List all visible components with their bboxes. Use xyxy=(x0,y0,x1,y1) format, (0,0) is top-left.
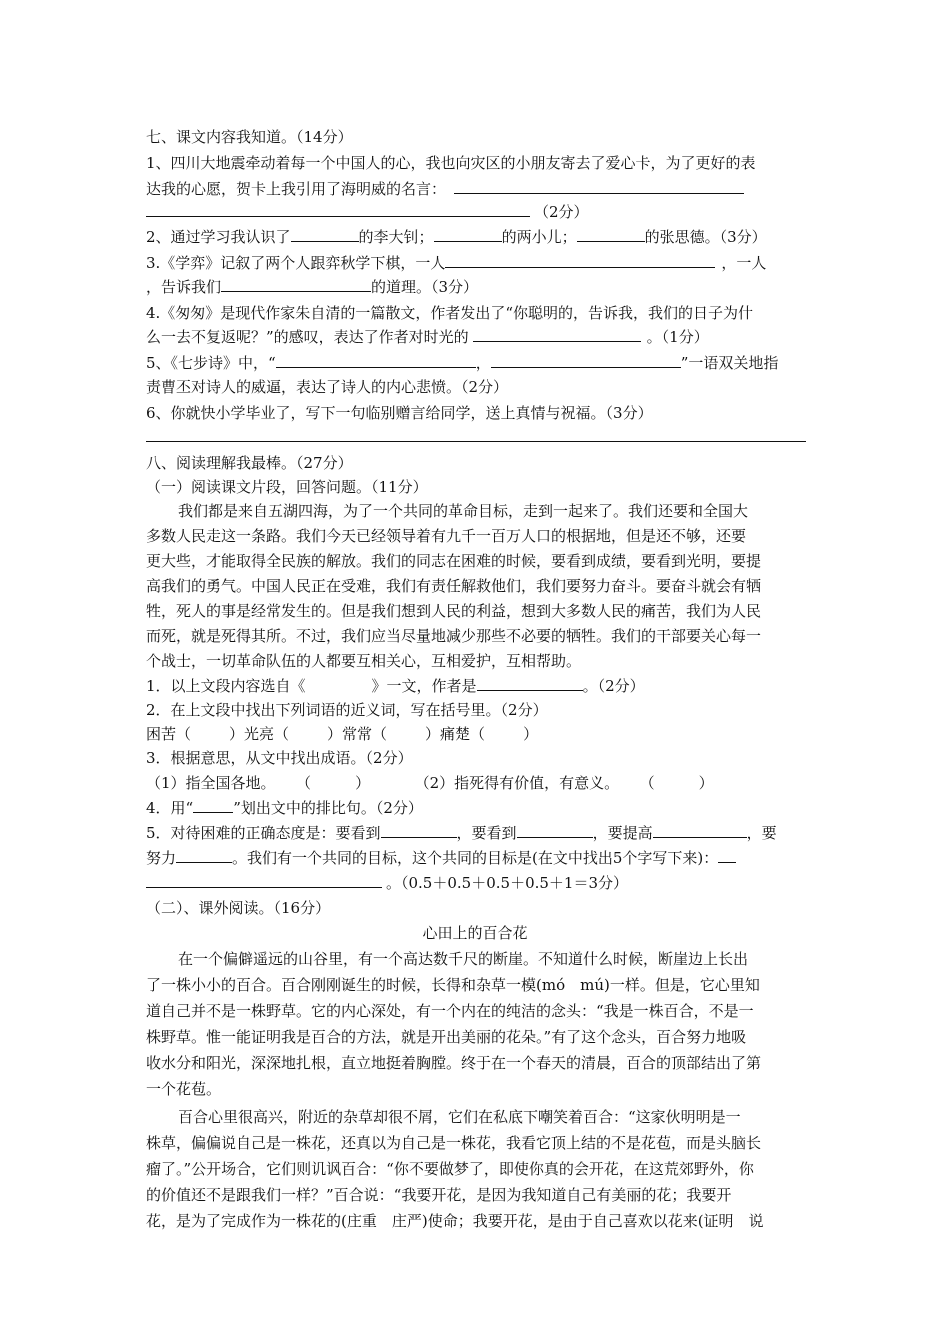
q7-1-line1: 1、四川大地震牵动着每一个中国人的心，我也向灾区的小朋友寄去了爱心卡，为了更好的表 xyxy=(146,154,756,172)
q8-1-3-items xyxy=(146,772,714,794)
q8-1-5-score: 。（0.5＋0.5＋0.5＋0.5＋1＝3分） xyxy=(386,874,629,892)
q8-1-5-text-d: ，要 xyxy=(746,824,777,842)
answer-blank[interactable] xyxy=(577,226,645,242)
paren-open: （ xyxy=(303,774,312,792)
word-close-paren: ） xyxy=(523,725,539,743)
q8-1-4 xyxy=(146,797,423,819)
answer-blank[interactable] xyxy=(276,352,476,368)
answer-blank[interactable] xyxy=(491,352,681,368)
q8-1-5-line2 xyxy=(146,847,736,869)
q8-1-5-text-b: ，要看到 xyxy=(456,824,517,842)
q7-5-text-a: 5、《七步诗》中，“ xyxy=(146,354,276,372)
q8-1-1-text-a: 1．以上文段内容选自《 xyxy=(146,677,306,695)
item-1-text: （1）指全国各地。 xyxy=(146,774,276,792)
q8-1-5-text-f: 。我们有一个共同的目标，这个共同的目标是(在文中找出5个字写下来)： xyxy=(232,849,719,867)
answer-blank[interactable] xyxy=(653,822,747,838)
section-7-title: 七、课文内容我知道。（14分） xyxy=(146,128,353,146)
passage-1-line: 更大些，才能取得全民族的解放。我们的同志在困难的时候，要看到成绩，要看到光明，要提 xyxy=(146,552,762,570)
passage-2-line: 的价值还不是跟我们一样？”百合说：“我要开花，是因为我知道自己有美丽的花；我要开 xyxy=(146,1186,732,1204)
q8-1-5-line1 xyxy=(146,822,777,844)
q8-1-2: 2．在上文段中找出下列词语的近义词，写在括号里。（2分） xyxy=(146,701,548,719)
q7-3-line2 xyxy=(146,276,478,298)
answer-blank[interactable] xyxy=(146,201,530,217)
passage-2-line: 在一个偏僻遥远的山谷里，有一个高达数千尺的断崖。不知道什么时候，断崖边上长出 xyxy=(178,950,749,968)
q8-1-1 xyxy=(146,675,645,697)
part-2-title: （二）、课外阅读。（16分） xyxy=(146,899,331,917)
q8-1-5-text-a: 5．对待困难的正确态度是：要看到 xyxy=(146,824,381,842)
q7-2-text-c: 的两小儿； xyxy=(501,228,577,246)
passage-1-line: 牲，死人的事是经常发生的。但是我们想到人民的利益，想到大多数人民的痛苦，我们为人民 xyxy=(146,602,762,620)
story-title: 心田上的百合花 xyxy=(422,924,528,942)
q7-5-text-c: ”一语双关地指 xyxy=(680,354,779,372)
passage-2-line: 了一株小小的百合。百合刚刚诞生的时候，长得和杂草一模(mó mú)一样。但是，它心里知 xyxy=(146,976,760,994)
section-8-title: 八、阅读理解我最棒。（27分） xyxy=(146,454,353,472)
answer-line[interactable] xyxy=(146,441,806,442)
q7-4-text-b: 。（1分） xyxy=(646,328,709,346)
q7-4-line1: 4.《匆匆》是现代作家朱自清的一篇散文，作者发出了“你聪明的，告诉我，我们的日子为什 xyxy=(146,304,753,322)
answer-blank[interactable] xyxy=(473,326,641,342)
part-1-title: （一）阅读课文片段，回答问题。（11分） xyxy=(146,478,428,496)
word-changchang: ）常常（ xyxy=(327,725,388,743)
q7-6: 6、你就快小学毕业了，写下一句临别赠言给同学，送上真情与祝福。（3分） xyxy=(146,404,653,422)
answer-blank[interactable] xyxy=(381,822,457,838)
q7-3-text-d: 的道理。（3分） xyxy=(371,278,479,296)
q7-5-text-b: ， xyxy=(475,354,491,372)
answer-blank[interactable] xyxy=(221,276,371,292)
q8-1-3: 3．根据意思，从文中找出成语。（2分） xyxy=(146,749,413,767)
word-kunku: 困苦（ xyxy=(146,725,192,743)
q8-1-5-line3 xyxy=(146,872,628,894)
q7-2 xyxy=(146,226,767,248)
passage-2-line: 株野草。惟一能证明我是百合的方法，就是开出美丽的花朵。”有了这个念头，百合努力地吸 xyxy=(146,1028,747,1046)
q7-2-text-d: 的张思德。（3分） xyxy=(644,228,767,246)
passage-2-line: 花，是为了完成作为一株花的(庄重 庄严)使命；我要开花，是由于自己喜欢以花来(证明 说 xyxy=(146,1212,764,1230)
paren-close: ） xyxy=(698,774,714,792)
q7-2-text-b: 的李大钊； xyxy=(358,228,434,246)
q7-1-text: 达我的心愿，贺卡上我引用了海明威的名言： xyxy=(146,180,447,198)
q8-1-5-text-e: 努力 xyxy=(146,849,177,867)
word-tongchu: ）痛楚（ xyxy=(425,725,486,743)
answer-blank[interactable] xyxy=(517,822,593,838)
q8-1-5-text-c: ，要提高 xyxy=(592,824,653,842)
item-2-text: （2）指死得有价值，有意义。 xyxy=(422,774,620,792)
passage-2-line: 株草，偏偏说自己是一株花，还真以为自己是一株花，我看它顶上结的不是花苞，而是头脑长 xyxy=(146,1134,762,1152)
q7-1-score: （2分） xyxy=(534,203,589,221)
q7-1-line3 xyxy=(146,201,589,223)
passage-1-line: 而死，就是死得其所。不过，我们应当尽量地减少那些不必要的牺牲。我们的干部要关心每一 xyxy=(146,627,762,645)
passage-2-line: 收水分和阳光，深深地扎根，直立地挺着胸膛。终于在一个春天的清晨，百合的顶部结出了第 xyxy=(146,1054,762,1072)
passage-1-line: 多数人民走这一条路。我们今天已经领导着有九千一百万人口的根据地，但是还不够，还要 xyxy=(146,527,747,545)
passage-2-line: 一个花苞。 xyxy=(146,1080,222,1098)
q8-1-1-text-b: 》一文，作者是 xyxy=(371,677,477,695)
answer-blank[interactable] xyxy=(291,226,359,242)
q7-4-text-a: 么一去不复返呢？”的感叹，表达了作者对时光的 xyxy=(146,328,469,346)
answer-blank[interactable] xyxy=(146,872,382,888)
q7-5-line1 xyxy=(146,352,778,374)
q7-3-text-c: ，告诉我们 xyxy=(146,278,222,296)
answer-blank[interactable] xyxy=(454,178,744,194)
q8-1-2-words xyxy=(146,723,538,745)
q7-3-text-a: 3.《学弈》记叙了两个人跟弈秋学下棋，一人 xyxy=(146,254,446,272)
answer-blank[interactable] xyxy=(477,675,583,691)
passage-1-line: 高我们的勇气。中国人民正在受难，我们有责任解救他们，我们要努力奋斗。要奋斗就会有牺 xyxy=(146,577,762,595)
paren-close: ） xyxy=(355,774,371,792)
answer-blank[interactable] xyxy=(176,847,232,863)
answer-blank[interactable] xyxy=(445,252,715,268)
word-guangliang: ）光亮（ xyxy=(229,725,290,743)
q7-1-line2 xyxy=(146,178,744,200)
q7-3-text-b: ，一人 xyxy=(721,254,767,272)
q8-1-1-text-c: 。（2分） xyxy=(582,677,645,695)
q7-2-text-a: 2、通过学习我认识了 xyxy=(146,228,291,246)
passage-2-line: 道自己并不是一株野草。它的内心深处，有一个内在的纯洁的念头：“我是一株百合，不是一 xyxy=(146,1002,754,1020)
answer-blank[interactable] xyxy=(718,847,736,863)
paren-open: （ xyxy=(647,774,655,792)
q7-5-line2: 责曹丕对诗人的威逼，表达了诗人的内心悲愤。（2分） xyxy=(146,378,509,396)
q8-1-4-text-a: 4．用“ xyxy=(146,799,194,817)
q8-1-4-text-b: ”划出文中的排比句。（2分） xyxy=(233,799,423,817)
passage-2-line: 瘤了。”公开场合，它们则讥讽百合：“你不要做梦了，即使你真的会开花，在这荒郊野外，你 xyxy=(146,1160,754,1178)
passage-1-line: 我们都是来自五湖四海，为了一个共同的革命目标，走到一起来了。我们还要和全国大 xyxy=(178,502,749,520)
q7-4-line2 xyxy=(146,326,709,348)
answer-blank xyxy=(193,797,233,813)
passage-1-line: 个战士，一切革命队伍的人都要互相关心，互相爱护，互相帮助。 xyxy=(146,652,582,670)
answer-blank[interactable] xyxy=(434,226,502,242)
passage-2-line: 百合心里很高兴，附近的杂草却很不屑，它们在私底下嘲笑着百合：“这家伙明明是一 xyxy=(178,1108,741,1126)
q7-3-line1 xyxy=(146,252,766,274)
